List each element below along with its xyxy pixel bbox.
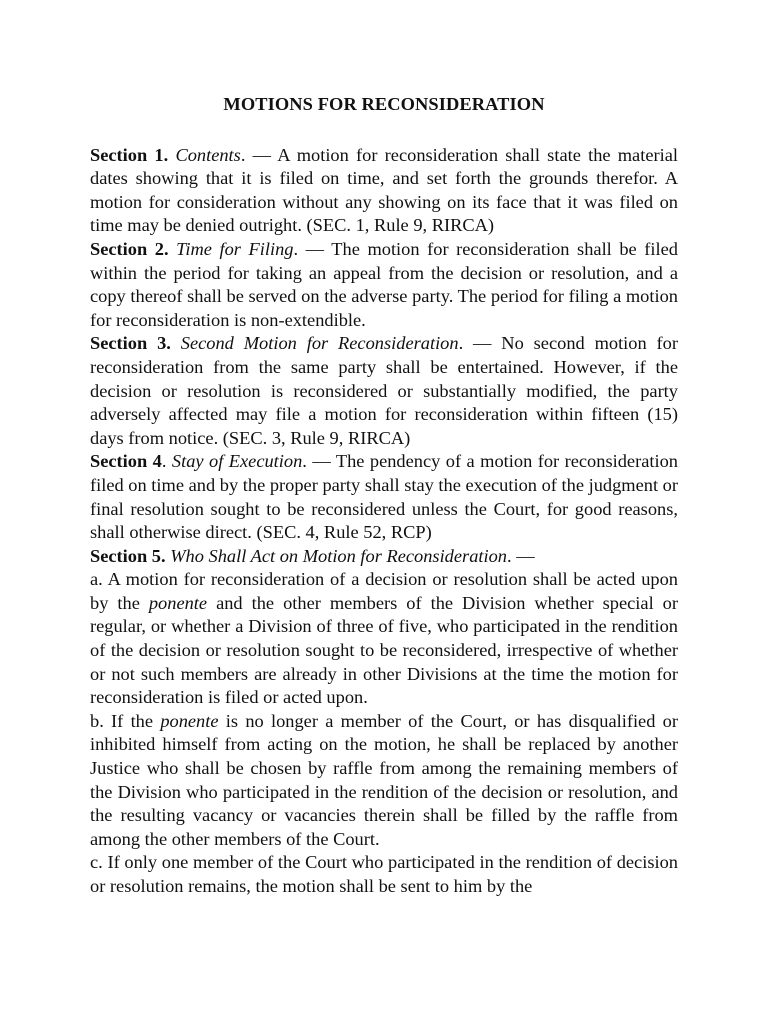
section-1-title: Contents: [175, 144, 241, 165]
document-title: MOTIONS FOR RECONSIDERATION: [223, 94, 545, 114]
item-a: [90, 568, 678, 710]
item-a-prefix: a. A motion for reconsideration of a decision or resolution shall be acted upon by the: [90, 569, 678, 613]
section-4-dot: .: [161, 451, 172, 472]
section-1: [90, 144, 678, 238]
section-4-dash: . —: [302, 451, 336, 472]
section-4: [90, 450, 678, 544]
section-3-text: No second motion for reconsideration from the same party shall be entertained. However, if the decision or resolution is reconsidered or substantially modified, the party adversely affected may file a motion for reconsideration within fifteen (15) days from notice. (SEC. 3, Rule 9, RIRCA): [90, 333, 678, 448]
section-5-dash: . —: [507, 545, 535, 566]
item-b-prefix: b. If the: [90, 710, 161, 731]
section-3-dash: . —: [458, 333, 502, 354]
section-2-text: The motion for reconsideration shall be filed within the period for taking an appeal from the decision or resolution, and a copy thereof shall be served on the adverse party. The period for filing a motion for reconsideration is non-extendible.: [90, 238, 678, 330]
item-a-ponente: ponente: [148, 592, 208, 613]
section-1-label: Section 1.: [90, 144, 169, 165]
section-5: [90, 545, 678, 569]
section-1-dash: . —: [240, 144, 278, 165]
item-b-rest: is no longer a member of the Court, or has disqualified or inhibited himself from acting on the motion, he shall be replaced by another Justice who shall be chosen by raffle from among the remaining members of the Division who participated in the rendition of the decision or resolution, and the resulting vacancy or vacancies therein shall be filled by the raffle from among the other members of the Court.: [90, 710, 679, 849]
section-5-title: Who Shall Act on Motion for Reconsideration: [170, 545, 508, 566]
section-2-dash: . —: [293, 238, 332, 259]
document-body: [90, 93, 678, 899]
section-3-label: Section 3.: [90, 333, 171, 354]
section-4-label: Section 4: [90, 451, 162, 472]
item-c-text: c. If only one member of the Court who participated in the rendition of decision or resolution remains, the motion shall be sent to him by the: [90, 852, 678, 896]
section-2-label: Section 2.: [90, 238, 169, 259]
item-c: [90, 851, 678, 898]
section-1-text: A motion for reconsideration shall state the material dates showing that it is filed on time, and set forth the grounds therefor. A motion for consideration without any showing on its face that it was filed on time may be denied outright. (SEC. 1, Rule 9, RIRCA): [90, 144, 679, 236]
item-a-rest: and the other members of the Division whether special or regular, or whether a Division of three of five, who participated in the rendition of the decision or resolution sought to be reconsidered, irrespective of whether or not such members are already in other Divisions at the time the motion for reconsideration is filed or acted upon.: [90, 592, 678, 708]
section-4-text: The pendency of a motion for reconsideration filed on time and by the proper party shall stay the execution of the judgment or final resolution sought to be reconsidered unless the Court, for good reasons, shall otherwise direct. (SEC. 4, Rule 52, RCP): [90, 451, 678, 543]
section-3: [90, 332, 678, 450]
section-4-title: Stay of Execution: [171, 451, 303, 472]
item-b: [90, 710, 678, 852]
item-b-ponente: ponente: [160, 710, 219, 731]
section-3-title: Second Motion for Reconsideration: [180, 333, 459, 354]
section-5-label: Section 5.: [90, 545, 166, 566]
section-2: [90, 238, 678, 332]
section-2-title: Time for Filing: [176, 238, 294, 259]
